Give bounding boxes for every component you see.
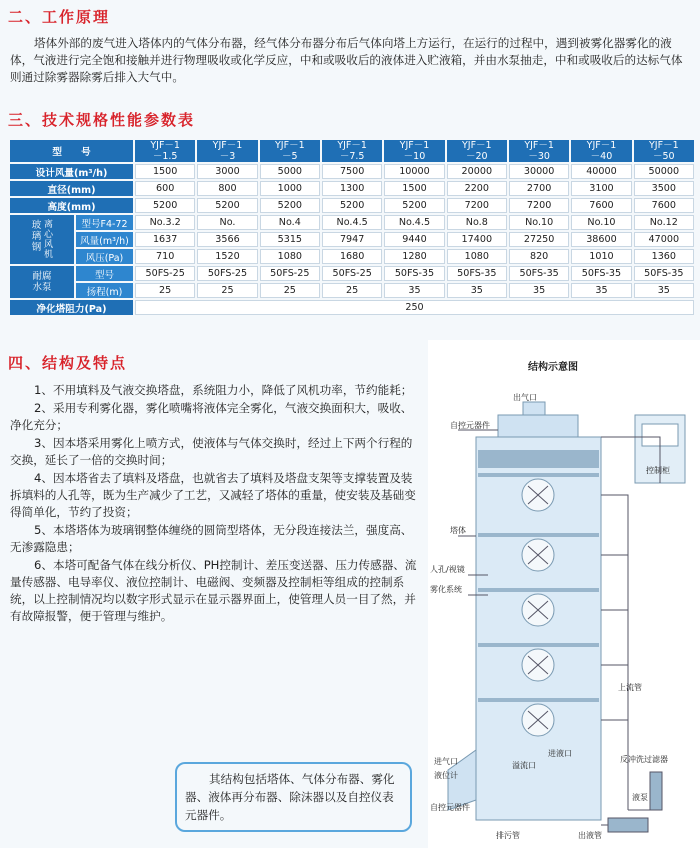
- spec-cell: 17400: [447, 232, 507, 247]
- spec-cell: 47000: [634, 232, 694, 247]
- spec-cell: 35: [384, 283, 444, 298]
- spec-cell: 10000: [384, 164, 444, 179]
- spec-cell: 2200: [447, 181, 507, 196]
- spec-model: YJF－1 －5: [260, 140, 320, 162]
- spec-cell: 35: [447, 283, 507, 298]
- label-body: 塔体: [450, 526, 466, 535]
- label-outlet: 出气口: [513, 393, 537, 402]
- spec-group-fan-sub: 离心风机: [44, 219, 54, 260]
- spec-cell: 50FS-25: [260, 266, 320, 281]
- spec-cell: 50FS-35: [634, 266, 694, 281]
- spec-model: YJF－1 －20: [447, 140, 507, 162]
- spec-group-fan: [10, 215, 74, 264]
- spec-cell: 20000: [447, 164, 507, 179]
- spec-group-pump: [10, 266, 74, 298]
- spec-cell: 1500: [384, 181, 444, 196]
- label-outlet-liquid: 出液管: [578, 831, 602, 840]
- spec-cell: 1080: [260, 249, 320, 264]
- spec-model: YJF－1 －7.5: [322, 140, 382, 162]
- spec-cell: 50FS-25: [322, 266, 382, 281]
- spec-cell: 5200: [260, 198, 320, 213]
- spec-cell: 820: [509, 249, 569, 264]
- spec-cell: No.: [197, 215, 257, 230]
- spec-cell: No.4.5: [384, 215, 444, 230]
- spec-cell: 9440: [384, 232, 444, 247]
- spec-cell: 1637: [135, 232, 195, 247]
- structure-diagram: [428, 340, 700, 848]
- spec-model: YJF－1 －3: [197, 140, 257, 162]
- feature-list: [10, 382, 422, 626]
- spec-cell: No.12: [634, 215, 694, 230]
- spec-cell: 35: [509, 283, 569, 298]
- spec-cell: 27250: [509, 232, 569, 247]
- spec-cell: 7947: [322, 232, 382, 247]
- tower-top: [498, 415, 578, 437]
- spec-cell: 600: [135, 181, 195, 196]
- tray-band: [478, 473, 599, 477]
- label-atomizer: 雾化系统: [430, 585, 462, 594]
- spec-cell: 25: [260, 283, 320, 298]
- tray-band: [478, 643, 599, 647]
- spec-cell: 50FS-35: [384, 266, 444, 281]
- feature-item: 5、本塔塔体为玻璃钢整体缠绕的圆筒型塔体，无分段连接法兰，强度高、无渗露隐患；: [10, 523, 413, 554]
- spec-table: [8, 138, 696, 317]
- spec-cell: 7200: [447, 198, 507, 213]
- spec-row-label: 设计风量(m³/h): [10, 164, 133, 179]
- spec-cell: 5200: [322, 198, 382, 213]
- spec-cell: 40000: [571, 164, 631, 179]
- spec-cell: 3000: [197, 164, 257, 179]
- label-overflow: 溢流口: [512, 761, 536, 770]
- spec-cell: 50FS-25: [197, 266, 257, 281]
- spec-resistance-value: 250: [135, 300, 694, 315]
- spec-cell: 800: [197, 181, 257, 196]
- section-heading-principle: 二、工作原理: [8, 8, 111, 26]
- feature-item: 4、因本塔省去了填料及塔盘，也就省去了填料及塔盘支架等支撑装置及装拆填料的人孔等，既为生产减少了工艺，又减轻了塔体的重量，使安装及基础变得简单化，节约了投资；: [10, 471, 416, 519]
- spec-cell: 38600: [571, 232, 631, 247]
- spec-model: YJF－1 －1.5: [135, 140, 195, 162]
- label-upflow: 上流管: [618, 683, 642, 692]
- spec-cell: No.3.2: [135, 215, 195, 230]
- spec-cell: 50FS-25: [135, 266, 195, 281]
- feature-item: 3、因本塔采用雾化上喷方式，使液体与气体交换时，经过上下两个行程的交换，延长了一倍的交换时间；: [10, 436, 413, 467]
- spec-cell: No.4.5: [322, 215, 382, 230]
- label-inlet-gas: 进气口: [434, 757, 458, 766]
- spec-cell: 25: [135, 283, 195, 298]
- filter: [650, 772, 662, 810]
- spec-cell: No.4: [260, 215, 320, 230]
- spec-cell: 2700: [509, 181, 569, 196]
- spec-cell: 50FS-35: [571, 266, 631, 281]
- pump: [608, 818, 648, 832]
- label-cabinet: 控制柜: [646, 466, 670, 475]
- spec-row-label: 型号F4-72: [76, 215, 133, 230]
- label-level: 液位计: [434, 771, 458, 780]
- spec-cell: 7600: [571, 198, 631, 213]
- label-backflush: 反冲洗过滤器: [620, 755, 668, 764]
- principle-paragraph: 塔体外部的废气进入塔体内的气体分布器，经气体分布器分布后气体向塔上方运行，在运行的过程中，遇到被雾化器雾化的液体，气液进行完全饱和接触并进行物理吸收或化学反应，中和或吸收后的液体进入贮液箱，并由水泵抽走，中和或吸收后的达标气体则通过除雾器除雾后排入大气中。: [10, 36, 683, 84]
- feature-item: 6、本塔可配备气体在线分析仪、PH控制计、差压变送器、压力传感器、流量传感器、电导率仪、液位控制计、电磁阀、变频器及控制柜等组成的控制系统，以上控制情况均以数字形式显示在显示器界面上，使管理人员一目了然，并有故障报警，便于管理与维护。: [10, 558, 417, 623]
- tray-band: [478, 698, 599, 702]
- spec-cell: 1280: [384, 249, 444, 264]
- spec-cell: 25: [197, 283, 257, 298]
- spec-cell: 50FS-35: [509, 266, 569, 281]
- tray-band: [478, 533, 599, 537]
- spec-resistance-label: 净化塔阻力(Pa): [10, 300, 133, 315]
- label-manhole: 人孔/视镜: [430, 565, 465, 574]
- spec-row-label: 风量(m³/h): [76, 232, 133, 247]
- spec-cell: 5200: [135, 198, 195, 213]
- spec-cell: 1010: [571, 249, 631, 264]
- label-inlet-liquid: 进液口: [548, 749, 572, 758]
- spec-cell: 30000: [509, 164, 569, 179]
- spec-cell: 50000: [634, 164, 694, 179]
- spec-cell: 1080: [447, 249, 507, 264]
- outlet-pipe: [523, 402, 545, 415]
- feature-item: 1、不用填料及气液交换塔盘，系统阻力小，降低了风机功率，节约能耗；: [34, 383, 413, 397]
- spec-cell: No.10: [571, 215, 631, 230]
- spec-cell: 5315: [260, 232, 320, 247]
- spec-row-label: 风压(Pa): [76, 249, 133, 264]
- spec-cell: 3566: [197, 232, 257, 247]
- spec-cell: No.10: [509, 215, 569, 230]
- spec-cell: 7600: [634, 198, 694, 213]
- spec-cell: 50FS-35: [447, 266, 507, 281]
- spec-cell: 7500: [322, 164, 382, 179]
- spec-row-label: 型号: [76, 266, 133, 281]
- label-drain: 排污管: [496, 831, 520, 840]
- spec-model: YJF－1 －30: [509, 140, 569, 162]
- spec-row-label: 高度(mm): [10, 198, 133, 213]
- spec-model: YJF－1 －50: [634, 140, 694, 162]
- spec-group-fan-label: 玻璃钢: [31, 219, 42, 253]
- spec-cell: 1360: [634, 249, 694, 264]
- spec-cell: 25: [322, 283, 382, 298]
- tray-band: [478, 588, 599, 592]
- label-auto-bottom: 自控元器件: [430, 803, 470, 812]
- section-heading-specs: 三、技术规格性能参数表: [8, 111, 196, 129]
- diagram-title: 结构示意图: [528, 362, 578, 373]
- spec-cell: 7200: [509, 198, 569, 213]
- spec-group-pump-label: 耐腐水泵: [32, 271, 52, 293]
- demister: [478, 450, 599, 468]
- spec-cell: 35: [571, 283, 631, 298]
- spec-cell: 5200: [384, 198, 444, 213]
- spec-cell: 710: [135, 249, 195, 264]
- spec-cell: 1520: [197, 249, 257, 264]
- spec-model: YJF－1 －40: [571, 140, 631, 162]
- spec-cell: 3500: [634, 181, 694, 196]
- label-auto-top: 自控元器件: [450, 421, 490, 430]
- spec-cell: 1500: [135, 164, 195, 179]
- spec-cell: 1680: [322, 249, 382, 264]
- spec-model: YJF－1 －10: [384, 140, 444, 162]
- section-heading-structure: 四、结构及特点: [8, 354, 128, 372]
- spec-cell: 5000: [260, 164, 320, 179]
- spec-cell: 5200: [197, 198, 257, 213]
- feature-item: 2、采用专利雾化器，雾化喷嘴将液体完全雾化，气液交换面积大，吸收、净化充分；: [10, 401, 413, 432]
- spec-cell: No.8: [447, 215, 507, 230]
- label-pump: 液泵: [632, 793, 648, 802]
- structure-note: 其结构包括塔体、气体分布器、雾化器、液体再分布器、除沫器以及自控仪表元器件。: [175, 762, 412, 832]
- spec-cell: 1300: [322, 181, 382, 196]
- spec-header-model: 型 号: [10, 140, 133, 162]
- spec-row-label: 扬程(m): [76, 283, 133, 298]
- spec-cell: 35: [634, 283, 694, 298]
- spec-cell: 1000: [260, 181, 320, 196]
- spec-cell: 3100: [571, 181, 631, 196]
- spec-row-label: 直径(mm): [10, 181, 133, 196]
